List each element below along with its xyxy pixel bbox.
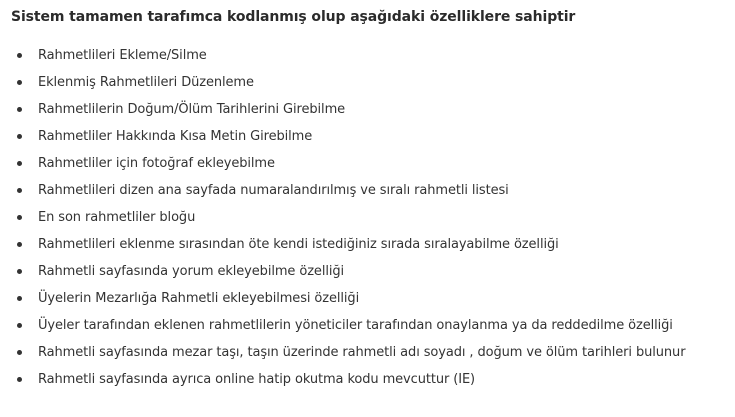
list-item bbox=[0, 42, 735, 69]
list-item-text: Rahmetlilerin Doğum/Ölüm Tarihlerini Girebilme bbox=[38, 102, 346, 117]
list-item-text: En son rahmetliler bloğu bbox=[38, 210, 196, 225]
bullet-icon bbox=[17, 215, 22, 220]
bullet-icon bbox=[17, 323, 22, 328]
list-item-text: Rahmetli sayfasında yorum ekleyebilme özelliği bbox=[38, 264, 345, 279]
list-item bbox=[0, 312, 735, 339]
list-item bbox=[0, 123, 735, 150]
list-item-text: Rahmetlileri dizen ana sayfada numaralandırılmış ve sıralı rahmetli listesi bbox=[38, 183, 509, 198]
list-item-text: Üyeler tarafından eklenen rahmetlilerin yöneticiler tarafından onaylanma ya da reddedilme özelliği bbox=[38, 318, 673, 333]
list-item bbox=[0, 204, 735, 231]
bullet-icon bbox=[17, 80, 22, 85]
bullet-icon bbox=[17, 350, 22, 355]
page-heading: Sistem tamamen tarafımca kodlanmış olup aşağıdaki özelliklere sahiptir bbox=[11, 9, 576, 25]
bullet-icon bbox=[17, 107, 22, 112]
list-item-text: Rahmetlileri eklenme sırasından öte kendi istediğiniz sırada sıralayabilme özelliği bbox=[38, 237, 559, 252]
list-item-text: Rahmetliler için fotoğraf ekleyebilme bbox=[38, 156, 275, 171]
list-item bbox=[0, 231, 735, 258]
list-item bbox=[0, 96, 735, 123]
bullet-icon bbox=[17, 296, 22, 301]
bullet-icon bbox=[17, 161, 22, 166]
list-item-text: Rahmetli sayfasında mezar taşı, taşın üzerinde rahmetli adı soyadı , doğum ve ölüm tarihleri bulunur bbox=[38, 345, 686, 360]
list-item bbox=[0, 177, 735, 204]
bullet-icon bbox=[17, 53, 22, 58]
list-item bbox=[0, 258, 735, 285]
list-item-text: Rahmetliler Hakkında Kısa Metin Girebilme bbox=[38, 129, 313, 144]
list-item bbox=[0, 339, 735, 366]
list-item bbox=[0, 150, 735, 177]
bullet-icon bbox=[17, 134, 22, 139]
list-item-text: Eklenmiş Rahmetlileri Düzenleme bbox=[38, 75, 254, 90]
bullet-icon bbox=[17, 377, 22, 382]
bullet-icon bbox=[17, 188, 22, 193]
list-item bbox=[0, 285, 735, 312]
bullet-icon bbox=[17, 242, 22, 247]
list-item-text: Üyelerin Mezarlığa Rahmetli ekleyebilmesi özelliği bbox=[38, 291, 360, 306]
bullet-icon bbox=[17, 269, 22, 274]
list-item bbox=[0, 366, 735, 393]
list-item bbox=[0, 69, 735, 96]
list-item-text: Rahmetlileri Ekleme/Silme bbox=[38, 48, 207, 63]
list-item-text: Rahmetli sayfasında ayrıca online hatip okutma kodu mevcuttur (IE) bbox=[38, 372, 476, 387]
feature-list bbox=[0, 42, 735, 393]
